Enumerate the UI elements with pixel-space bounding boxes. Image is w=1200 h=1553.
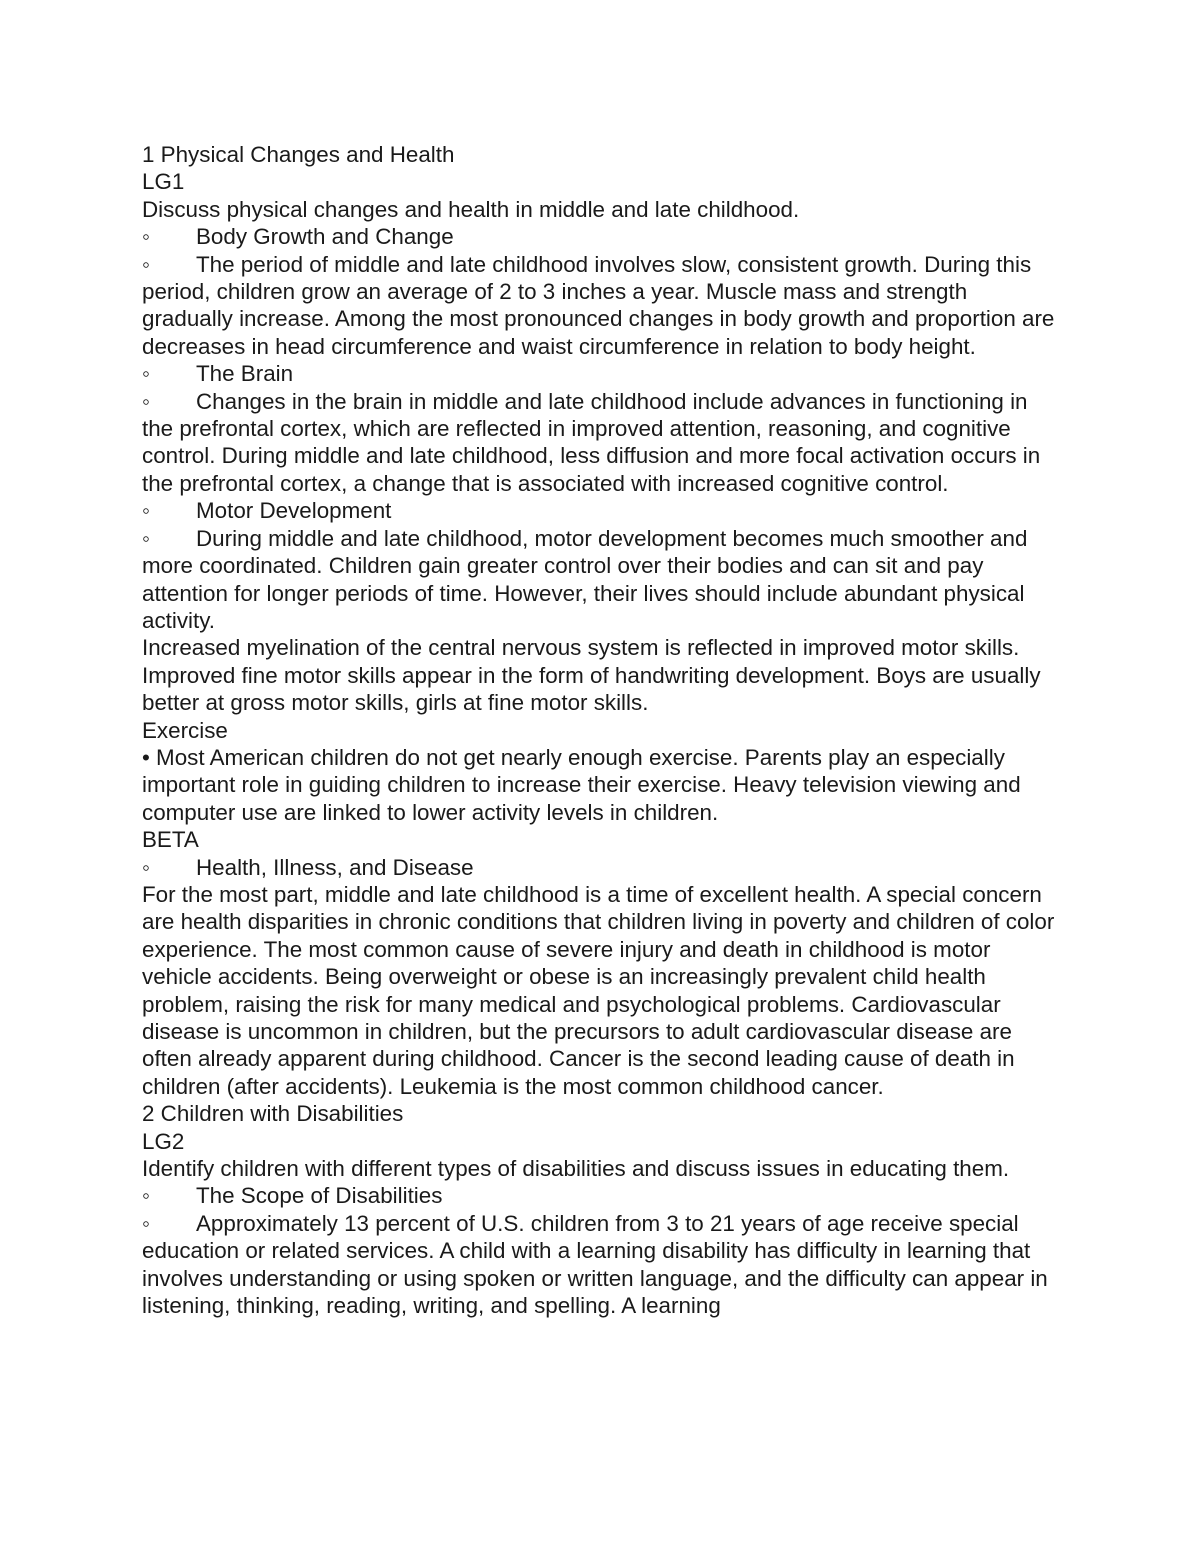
bullet-item — [142, 360, 1062, 387]
bullet-marker: ◦ — [142, 361, 150, 387]
bullet-item — [142, 388, 1062, 498]
bullet-marker: ◦ — [142, 388, 150, 414]
document-page — [142, 141, 1062, 1319]
bullet-text: Motor Development — [196, 498, 392, 524]
bullet-item — [142, 251, 1062, 361]
bullet-item — [142, 1182, 1062, 1209]
bullet-item — [142, 854, 1062, 881]
label-text: BETA — [142, 827, 199, 853]
section-heading: 1 Physical Changes and Health — [142, 142, 455, 167]
bullet-item — [142, 525, 1062, 635]
bullet-text: During middle and late childhood, motor development becomes much smoother and more coordinated. Children gain greater control over their bodies and can sit and pay attention for longer periods of time. However, their lives should include abundant physical activity. — [142, 525, 1028, 633]
paragraph: Increased myelination of the central nervous system is reflected in improved motor skills. Improved fine motor skills appear in the form of handwriting development. Boys are usually better at gross motor skills, girls at fine motor skills. — [142, 635, 1041, 716]
bullet-text: Body Growth and Change — [196, 224, 454, 250]
paragraph: For the most part, middle and late childhood is a time of excellent health. A special concern are health disparities in chronic conditions that children living in poverty and children of color experience. The most common cause of severe injury and death in childhood is motor vehicle accidents. Being overweight or obese is an increasingly prevalent child health problem, raising the risk for many medical and psychological problems. Cardiovascular disease is uncommon in children, but the precursors to adult cardiovascular disease are often already apparent during childhood. Cancer is the second leading cause of death in children (after accidents). Leukemia is the most common childhood cancer. — [142, 881, 1055, 1099]
bullet-text: Approximately 13 percent of U.S. children from 3 to 21 years of age receive special education or related services. A child with a learning disability has difficulty in learning that involves understanding or using spoken or written language, and the difficulty can appear in listening, thinking, reading, writing, and spelling. A learning — [142, 1210, 1048, 1319]
bullet-marker: ◦ — [142, 1183, 150, 1209]
bullet-item — [142, 1210, 1062, 1320]
learning-goal-label: LG2 — [142, 1128, 185, 1154]
section-heading: 2 Children with Disabilities — [142, 1101, 404, 1127]
bullet-text: Changes in the brain in middle and late childhood include advances in functioning in the prefrontal cortex, which are reflected in improved attention, reasoning, and cognitive control. During middle and late childhood, less diffusion and more focal activation occurs in the prefrontal cortex, a change that is associated with increased cognitive control. — [142, 388, 1041, 496]
bullet-item — [142, 497, 1062, 524]
learning-goal-label: LG1 — [142, 169, 185, 195]
bullet-marker: ◦ — [142, 854, 150, 880]
learning-goal-text: Discuss physical changes and health in middle and late childhood. — [142, 196, 800, 222]
bullet-text: The period of middle and late childhood involves slow, consistent growth. During this period, children grow an average of 2 to 3 inches a year. Muscle mass and strength gradually increase. Among the most pronounced changes in body growth and proportion are decreases in head circumference and waist circumference in relation to body height. — [142, 251, 1055, 359]
bullet-marker: ◦ — [142, 1210, 150, 1236]
bullet-text: Health, Illness, and Disease — [196, 854, 474, 880]
bullet-text: The Brain — [196, 361, 294, 387]
learning-goal-text: Identify children with different types of disabilities and discuss issues in educating them. — [142, 1156, 1010, 1182]
bullet-marker: ◦ — [142, 498, 150, 524]
bullet-item — [142, 223, 1062, 250]
paragraph: • Most American children do not get nearly enough exercise. Parents play an especially important role in guiding children to increase their exercise. Heavy television viewing and computer use are linked to lower activity levels in children. — [142, 744, 1021, 825]
bullet-marker: ◦ — [142, 525, 150, 551]
subheading: Exercise — [142, 717, 228, 743]
bullet-marker: ◦ — [142, 251, 150, 277]
bullet-marker: ◦ — [142, 224, 150, 250]
bullet-text: The Scope of Disabilities — [196, 1183, 443, 1209]
